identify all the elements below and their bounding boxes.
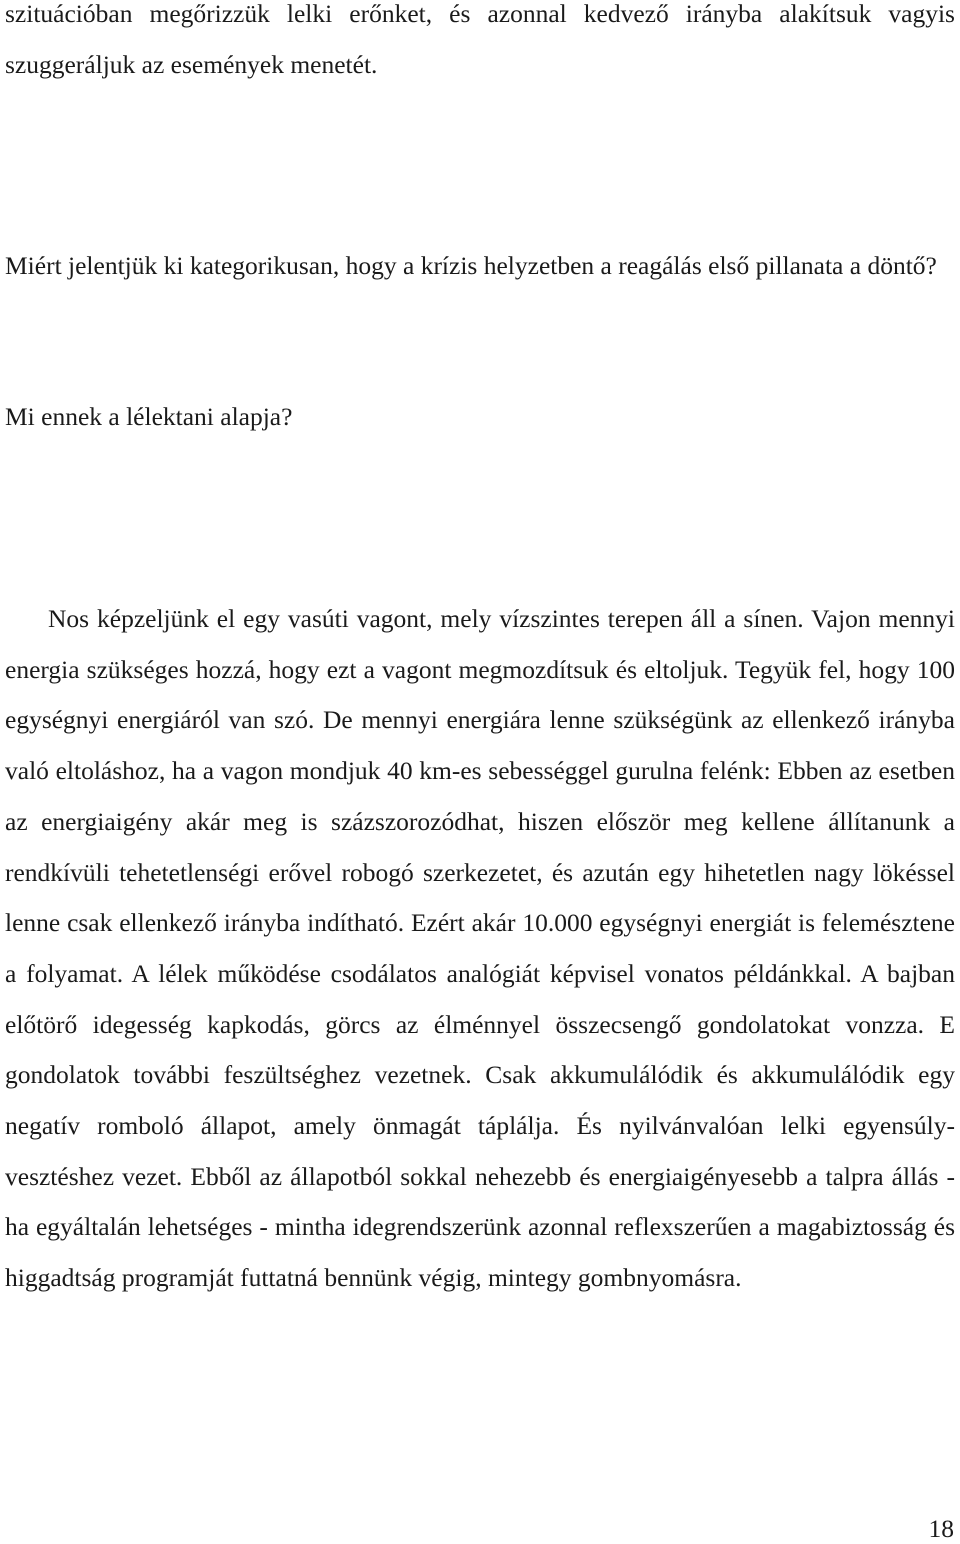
paragraph-wagon-analogy: Nos képzeljünk el egy vasúti vagont, mely vízszintes terepen áll a sínen. Vajon mennyi energia szükséges hozzá, hogy ezt a vagont megmozdítsuk és eltoljuk. Tegyük fel, hogy 100 egységnyi energiáról van szó. De mennyi energiára lenne szükségünk az ellenkező irányba való eltoláshoz, ha a vagon mondjuk 40 km-es sebességgel gurulna felénk: Ebben az esetben az energiaigény akár meg is százszorozódhat, hiszen először meg kellene állítanunk a rendkívüli tehetetlenségi erővel robogó szerkezetet, és azután egy hihetetlen nagy lökéssel lenne csak ellenkező irányba indítható. Ezért akár 10.000 egységnyi energiát is felemésztene a folyamat. A lélek működése csodálatos analógiát képvisel vonatos példánkkal. A bajban előtörő idegesség kapkodás, görcs az élménnyel összecsengő gondolatokat vonzza. E gondolatok további feszültséghez vezetnek. Csak akkumulálódik és akkumulálódik egy negatív romboló állapot, amely önmagát táplálja. És nyilvánvalóan lelki egyensúly-vesztéshez vezet. Ebből az állapotból sokkal nehezebb és energiaigényesebb a talpra állás - ha egyáltalán lehetséges - mintha idegrendszerünk azonnal reflexszerűen a magabiztosság és higgadtság programját futtatná bennünk végig, mintegy gombnyomásra. <box>5 604 955 1293</box>
page-number: 18 <box>928 1514 954 1543</box>
paragraph-question-decision: Miért jelentjük ki kategorikusan, hogy a krízis helyzetben a reagálás első pillanata a döntő? <box>5 251 937 280</box>
paragraph-question-psychology: Mi ennek a lélektani alapja? <box>5 402 293 431</box>
paragraph-continuation: szituációban megőrizzük lelki erőnket, és azonnal kedvező irányba alakítsuk vagyis szuggeráljuk az események menetét. <box>5 0 955 79</box>
